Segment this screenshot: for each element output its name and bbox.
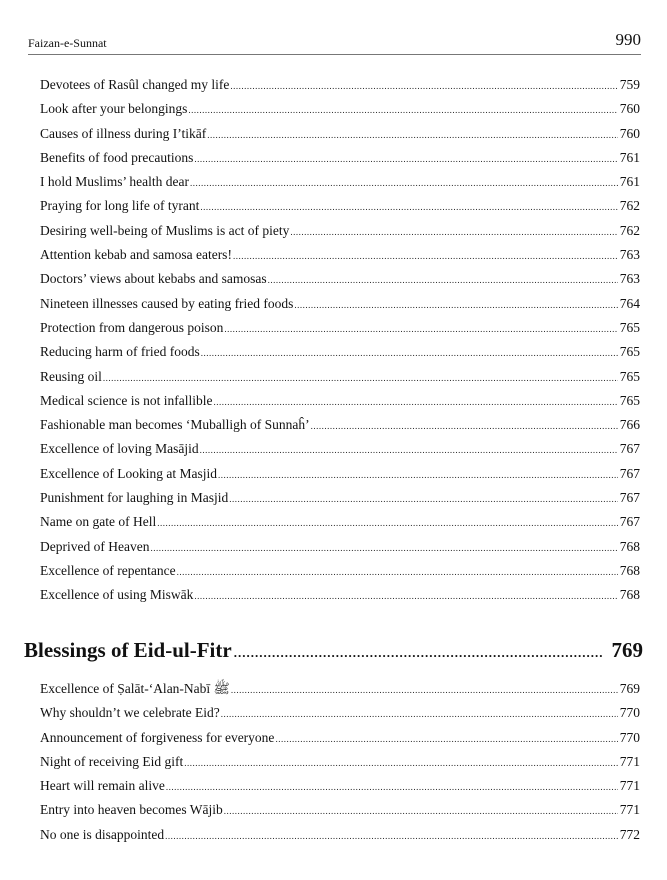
page-number: 990	[615, 30, 641, 49]
toc-entry-title: Desiring well-being of Muslims is act of piety	[40, 222, 290, 238]
dot-leader	[311, 414, 618, 437]
toc-entry-title: Benefits of food precautions	[40, 149, 194, 165]
toc-entry-page: 771	[619, 802, 640, 818]
toc-entry-title: Name on gate of Hell	[40, 514, 157, 530]
toc-entry-title: Punishment for laughing in Masjid	[40, 490, 229, 506]
dot-leader	[194, 584, 617, 607]
toc-entry-title: Reducing harm of fried foods	[40, 344, 200, 360]
dot-leader	[201, 341, 618, 364]
toc-entry	[40, 798, 640, 822]
toc-entry-page: 759	[619, 77, 640, 92]
section-title: Blessings of Eid-ul-Fitr	[24, 638, 232, 662]
toc-entry	[40, 413, 640, 437]
toc-entry-title: Look after your belongings	[40, 101, 188, 117]
dot-leader	[200, 195, 617, 218]
toc-entry-page: 763	[619, 247, 640, 263]
toc-entry	[40, 194, 640, 218]
page-header	[28, 30, 641, 55]
toc-entry	[40, 583, 640, 607]
toc-entry-page: 760	[619, 125, 640, 141]
toc-entry-page: 772	[619, 826, 640, 842]
toc-entry-title: I hold Muslims’ health dear	[40, 174, 189, 190]
toc-entry	[40, 559, 640, 583]
toc-entry-title: Excellence of Ṣalāt-‘Alan-Nabī ﷺ	[40, 681, 230, 696]
toc-entry	[40, 340, 640, 364]
toc-entry	[40, 677, 640, 701]
toc-entry-page: 766	[619, 417, 640, 433]
toc-entry	[40, 437, 640, 461]
toc-entry-page: 765	[619, 344, 640, 360]
dot-leader	[275, 727, 617, 750]
toc-entry-page: 765	[619, 319, 640, 335]
toc-entry-page: 771	[619, 778, 640, 794]
dot-leader	[165, 824, 618, 847]
toc-entry-page: 768	[619, 587, 640, 603]
toc-entry-page: 769	[619, 681, 640, 696]
toc-entry-page: 767	[619, 490, 640, 506]
toc-entry-title: Announcement of forgiveness for everyone	[40, 729, 275, 745]
toc-entry-title: Heart will remain alive	[40, 778, 165, 794]
toc-entry-title: Praying for long life of tyrant	[40, 198, 200, 214]
toc-entry-page: 770	[619, 729, 640, 745]
dot-leader	[166, 775, 618, 798]
dot-leader	[213, 390, 617, 413]
toc-entry-title: Night of receiving Eid gift	[40, 753, 184, 769]
toc-entry-title: Reusing oil	[40, 368, 102, 384]
dot-leader	[233, 244, 618, 267]
toc-entry	[40, 389, 640, 413]
section-heading	[24, 638, 643, 663]
running-title: Faizan-e-Sunnat	[28, 36, 107, 50]
toc-entry	[40, 267, 640, 291]
dot-leader	[103, 366, 618, 389]
toc-entry	[40, 97, 640, 121]
dot-leader	[200, 438, 618, 461]
toc-entry-page: 765	[619, 392, 640, 408]
toc-entry	[40, 219, 640, 243]
toc-entry-page: 765	[619, 368, 640, 384]
dot-leader	[234, 645, 604, 661]
toc-entry	[40, 510, 640, 534]
toc-entry-title: No one is disappointed	[40, 826, 165, 842]
toc-entry	[40, 535, 640, 559]
dot-leader	[177, 560, 618, 583]
dot-leader	[231, 678, 618, 701]
toc-entry	[40, 462, 640, 486]
dot-leader	[224, 799, 618, 822]
toc-entry-page: 760	[619, 101, 640, 117]
toc-entry-page: 763	[619, 271, 640, 287]
toc-entry-page: 761	[619, 149, 640, 165]
toc-entry-page: 767	[619, 465, 640, 481]
toc-entry-page: 764	[619, 295, 640, 311]
toc-entry-title: Excellence of using Miswāk	[40, 587, 194, 603]
toc-entry	[40, 774, 640, 798]
toc-entry-title: Medical science is not infallible	[40, 392, 213, 408]
dot-leader	[184, 751, 618, 774]
toc-entry-title: Nineteen illnesses caused by eating fried foods	[40, 295, 294, 311]
toc-entry-title: Causes of illness during I’tikāf	[40, 125, 207, 141]
dot-leader	[218, 463, 618, 486]
toc-entry	[40, 292, 640, 316]
dot-leader	[224, 317, 617, 340]
toc-entry-page: 762	[619, 222, 640, 238]
toc-list	[40, 677, 640, 847]
dot-leader	[194, 147, 617, 170]
dot-leader	[268, 268, 618, 291]
dot-leader	[229, 487, 618, 510]
dot-leader	[150, 536, 617, 559]
toc-entry	[40, 146, 640, 170]
toc-entry	[40, 316, 640, 340]
dot-leader	[221, 702, 618, 725]
toc-entry	[40, 486, 640, 510]
toc-entry-title: Protection from dangerous poison	[40, 319, 224, 335]
toc-entry-title: Excellence of loving Masājid	[40, 441, 199, 457]
toc-entry-page: 771	[619, 753, 640, 769]
toc-entry-page: 762	[619, 198, 640, 214]
toc-entry-title: Entry into heaven becomes Wājib	[40, 802, 223, 818]
toc-entry	[40, 823, 640, 847]
toc-entry	[40, 122, 640, 146]
toc-entry	[40, 365, 640, 389]
toc-entry-title: Deprived of Heaven	[40, 538, 150, 554]
toc-entry-title: Excellence of repentance	[40, 562, 176, 578]
toc-entry-page: 770	[619, 705, 640, 721]
dot-leader	[294, 293, 617, 316]
dot-leader	[188, 98, 617, 121]
toc-entry-title: Attention kebab and samosa eaters!	[40, 247, 232, 263]
toc-entry-page: 761	[619, 174, 640, 190]
toc-entry-title: Excellence of Looking at Masjid	[40, 465, 217, 481]
toc-entry-title: Devotees of Rasûl changed my life	[40, 77, 230, 92]
toc-entry-title: Fashionable man becomes ‘Muballigh of Sunnaĥ’	[40, 417, 310, 433]
toc-entry-title: Why shouldn’t we celebrate Eid?	[40, 705, 220, 721]
toc-list	[40, 73, 640, 608]
toc-entry	[40, 726, 640, 750]
dot-leader	[290, 220, 617, 243]
toc-entry-page: 768	[619, 538, 640, 554]
dot-leader	[190, 171, 618, 194]
toc-entry	[40, 243, 640, 267]
dot-leader	[230, 74, 617, 97]
dot-leader	[207, 123, 618, 146]
toc-entry	[40, 170, 640, 194]
toc-entry-page: 768	[619, 562, 640, 578]
dot-leader	[157, 511, 618, 534]
toc-entry-title: Doctors’ views about kebabs and samosas	[40, 271, 267, 287]
toc-entry	[40, 701, 640, 725]
toc-entry	[40, 750, 640, 774]
toc-entry-page: 767	[619, 514, 640, 530]
toc-entry-page: 767	[619, 441, 640, 457]
section-page-number: 769	[611, 638, 643, 662]
toc-entry	[40, 73, 640, 97]
